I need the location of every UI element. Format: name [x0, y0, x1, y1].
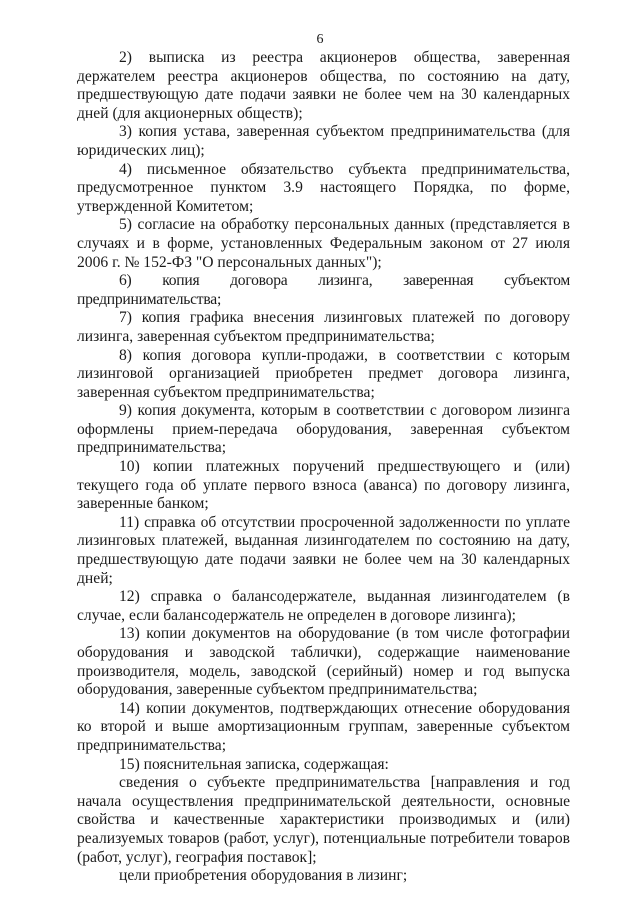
- list-item: 12) справка о балансодержателе, выданная лизингодателем (в случае, если балансодержатель не определен в договоре лизинга);: [77, 588, 570, 624]
- sub-item: сведения о субъекте предпринимательства [направления и год начала осуществления предпринимательской деятельности, основные свойства и качественные характеристики производимых и (или) реализуемых товаров (работ, услуг), потенциальные потребители товаров (работ, услуг), география поставок];: [77, 774, 570, 866]
- list-item: 2) выписка из реестра акционеров общества, заверенная держателем реестра акционеров общества, по состоянию на дату, предшествующую дате подачи заявки не более чем на 30 календарных дней (для акционерных обществ);: [77, 49, 570, 122]
- list-item: 15) пояснительная записка, содержащая:: [119, 755, 389, 773]
- document-body: [77, 49, 570, 886]
- list-item: 5) согласие на обработку персональных данных (представляется в случаях и в форме, установленных Федеральным законом от 27 июля 2006 г. № 152-ФЗ "О персональных данных");: [77, 216, 570, 271]
- list-item: 9) копия документа, которым в соответствии с договором лизинга оформлены прием-передача оборудования, заверенная субъектом предпринимательства;: [77, 402, 570, 457]
- list-item: 7) копия графика внесения лизинговых платежей по договору лизинга, заверенная субъектом предпринимательства;: [77, 309, 570, 345]
- list-item: 10) копии платежных поручений предшествующего и (или) текущего года об уплате первого взноса (аванса) по договору лизинга, заверенные банком;: [77, 458, 570, 513]
- list-item: 6) копия договора лизинга, заверенная субъектом предпринимательства;: [77, 272, 570, 308]
- list-item: 8) копия договора купли-продажи, в соответствии с которым лизинговой организацией приобретен предмет договора лизинга, заверенная субъектом предпринимательства;: [77, 346, 570, 401]
- list-item: 13) копии документов на оборудование (в том числе фотографии оборудования и заводской таблички), содержащие наименование производителя, модель, заводской (серийный) номер и год выпуска оборудования, заверенные субъектом предпринимательства;: [77, 625, 570, 699]
- list-item: 11) справка об отсутствии просроченной задолженности по уплате лизинговых платежей, выданная лизингодателем по состоянию на дату, предшествующую дате подачи заявки не более чем на 30 календарных дней;: [77, 513, 570, 587]
- list-item: 4) письменное обязательство субъекта предпринимательства, предусмотренное пунктом 3.9 настоящего Порядка, по форме, утвержденной Комитетом;: [77, 160, 570, 215]
- page-number: 6: [316, 32, 324, 47]
- list-item: 3) копия устава, заверенная субъектом предпринимательства (для юридических лиц);: [77, 123, 570, 159]
- sub-item: цели приобретения оборудования в лизинг;: [119, 867, 408, 885]
- list-item: 14) копии документов, подтверждающих отнесение оборудования ко второй и выше амортизационным группам, заверенные субъектом предпринимательства;: [77, 699, 570, 754]
